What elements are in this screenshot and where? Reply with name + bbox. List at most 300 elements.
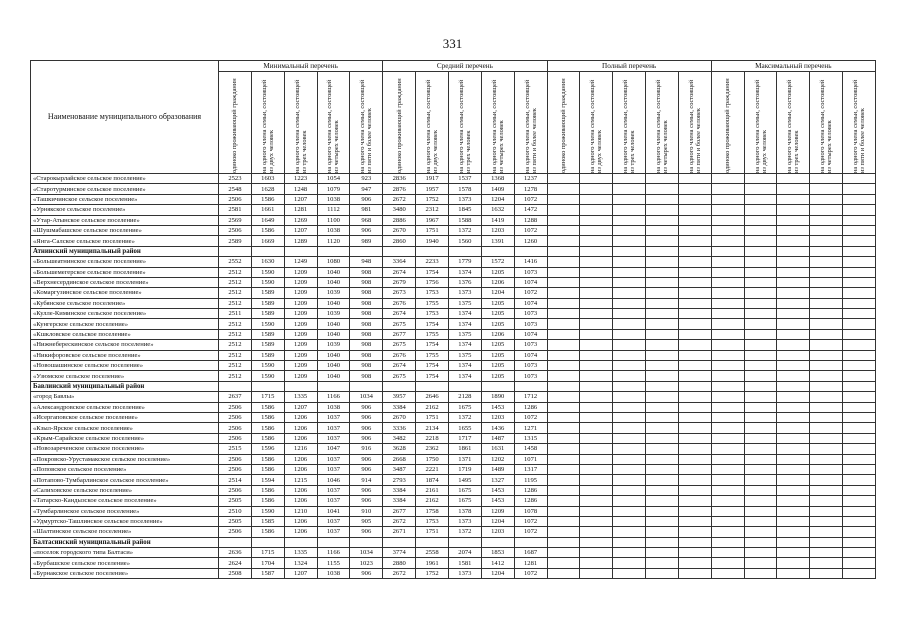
table-cell — [613, 454, 646, 464]
subcolumn-label: одиноко проживающий гражданин — [231, 78, 239, 173]
table-cell: 908 — [350, 277, 383, 287]
table-cell — [711, 568, 744, 578]
table-cell: 2506 — [219, 412, 252, 422]
table-cell — [777, 194, 810, 204]
table-cell: 1205 — [481, 319, 514, 329]
subcolumn-label: на одного члена семьи, состоящей из пяти и более человек — [359, 79, 374, 173]
table-cell — [646, 412, 679, 422]
table-cell — [777, 475, 810, 485]
table-cell: 2886 — [383, 215, 416, 225]
table-cell — [547, 527, 580, 537]
table-cell — [678, 371, 711, 381]
table-cell — [744, 548, 777, 558]
table-cell — [580, 267, 613, 277]
municipality-name: «Шалтинское сельское поселение» — [31, 527, 219, 537]
table-cell: 1590 — [251, 277, 284, 287]
table-cell — [580, 329, 613, 339]
table-cell: 1687 — [514, 548, 547, 558]
table-cell — [646, 402, 679, 412]
table-cell: 1074 — [514, 350, 547, 360]
table-cell — [711, 454, 744, 464]
table-cell — [547, 340, 580, 350]
table-cell — [843, 267, 876, 277]
table-cell — [777, 246, 810, 256]
table-cell — [678, 444, 711, 454]
table-cell: 1209 — [284, 298, 317, 308]
table-cell: 1578 — [448, 184, 481, 194]
table-cell: 1754 — [416, 319, 449, 329]
table-cell — [744, 412, 777, 422]
table-cell: 2876 — [383, 184, 416, 194]
table-row — [31, 371, 876, 381]
table-row — [31, 433, 876, 443]
table-cell — [711, 225, 744, 235]
table-cell: 1630 — [251, 257, 284, 267]
table-cell — [547, 174, 580, 184]
table-cell: 1209 — [481, 506, 514, 516]
table-cell — [613, 433, 646, 443]
table-cell — [646, 548, 679, 558]
table-cell — [711, 174, 744, 184]
table-cell — [810, 392, 843, 402]
table-cell: 1209 — [284, 277, 317, 287]
table-cell — [810, 361, 843, 371]
table-cell: 2505 — [219, 516, 252, 526]
table-cell: 1206 — [284, 527, 317, 537]
table-cell: 2675 — [383, 340, 416, 350]
table-cell — [678, 392, 711, 402]
table-cell: 1590 — [251, 319, 284, 329]
table-cell — [547, 485, 580, 495]
table-cell: 1472 — [514, 205, 547, 215]
table-cell — [613, 568, 646, 578]
municipality-name: «Бурбашское сельское поселение» — [31, 558, 219, 568]
table-cell: 1586 — [251, 496, 284, 506]
table-row — [31, 257, 876, 267]
table-row — [31, 475, 876, 485]
table-cell: 1046 — [317, 475, 350, 485]
table-cell — [711, 548, 744, 558]
table-cell: 1206 — [284, 496, 317, 506]
table-cell: 1588 — [448, 215, 481, 225]
table-row — [31, 340, 876, 350]
table-cell: 2162 — [416, 496, 449, 506]
table-cell — [613, 236, 646, 246]
table-cell: 2506 — [219, 225, 252, 235]
table-cell — [646, 464, 679, 474]
table-cell — [810, 371, 843, 381]
table-cell: 1155 — [317, 558, 350, 568]
table-cell — [678, 558, 711, 568]
table-cell — [678, 568, 711, 578]
municipality-name: «Крым-Сарайское сельское поселение» — [31, 433, 219, 443]
table-cell — [678, 246, 711, 256]
table-cell — [678, 527, 711, 537]
table-cell — [613, 496, 646, 506]
table-cell: 1206 — [284, 412, 317, 422]
table-cell: 1037 — [317, 423, 350, 433]
table-cell — [744, 329, 777, 339]
municipality-name: «Большемегерское сельское поселение» — [31, 267, 219, 277]
table-row — [31, 392, 876, 402]
table-cell — [777, 329, 810, 339]
table-cell — [777, 319, 810, 329]
subcolumn-label: на одного члена семьи, состоящей из трех человек — [457, 79, 472, 173]
table-cell: 1632 — [481, 205, 514, 215]
table-cell — [744, 309, 777, 319]
table-cell — [810, 516, 843, 526]
table-cell — [744, 402, 777, 412]
subcolumn-header — [448, 72, 481, 174]
table-cell — [646, 371, 679, 381]
table-cell: 3957 — [383, 392, 416, 402]
table-cell — [711, 433, 744, 443]
table-cell: 908 — [350, 267, 383, 277]
table-cell — [678, 402, 711, 412]
table-cell: 908 — [350, 329, 383, 339]
table-cell: 1072 — [514, 527, 547, 537]
table-cell — [547, 464, 580, 474]
table-cell — [810, 464, 843, 474]
table-cell: 908 — [350, 298, 383, 308]
table-cell — [711, 496, 744, 506]
table-cell: 1100 — [317, 215, 350, 225]
table-cell — [284, 381, 317, 391]
table-cell — [678, 433, 711, 443]
table-cell — [744, 288, 777, 298]
municipality-name: «Тумбарлинское сельское поселение» — [31, 506, 219, 516]
subcolumn-header — [580, 72, 613, 174]
table-cell: 1037 — [317, 412, 350, 422]
table-cell: 1288 — [514, 215, 547, 225]
table-cell — [580, 319, 613, 329]
table-cell: 1205 — [481, 309, 514, 319]
table-cell — [481, 381, 514, 391]
table-cell: 1040 — [317, 329, 350, 339]
table-cell — [843, 537, 876, 547]
table-cell: 910 — [350, 506, 383, 516]
table-cell: 1712 — [514, 392, 547, 402]
table-cell: 2668 — [383, 454, 416, 464]
table-cell: 906 — [350, 433, 383, 443]
table-cell — [843, 329, 876, 339]
municipality-name: «Кулле-Киминское сельское поселение» — [31, 309, 219, 319]
table-cell — [613, 392, 646, 402]
table-cell: 1037 — [317, 454, 350, 464]
table-cell: 2511 — [219, 309, 252, 319]
table-cell — [547, 194, 580, 204]
table-cell: 1675 — [448, 402, 481, 412]
table-cell — [383, 537, 416, 547]
table-cell — [251, 381, 284, 391]
table-cell — [744, 298, 777, 308]
subcolumn-header — [481, 72, 514, 174]
table-cell — [777, 412, 810, 422]
table-cell: 2233 — [416, 257, 449, 267]
table-row — [31, 464, 876, 474]
table-cell: 1073 — [514, 340, 547, 350]
table-cell — [843, 225, 876, 235]
table-cell — [547, 402, 580, 412]
table-cell — [284, 537, 317, 547]
table-cell — [711, 184, 744, 194]
table-cell: 2671 — [383, 527, 416, 537]
table-cell — [580, 506, 613, 516]
table-cell — [613, 267, 646, 277]
table-cell: 1719 — [448, 464, 481, 474]
table-cell — [711, 402, 744, 412]
table-cell — [613, 475, 646, 485]
table-cell — [580, 277, 613, 287]
table-cell — [810, 174, 843, 184]
table-cell: 908 — [350, 309, 383, 319]
table-row — [31, 215, 876, 225]
table-cell: 948 — [350, 257, 383, 267]
table-cell: 1752 — [416, 194, 449, 204]
table-cell: 1072 — [514, 288, 547, 298]
table-cell: 1073 — [514, 267, 547, 277]
table-cell: 968 — [350, 215, 383, 225]
table-cell: 1074 — [514, 298, 547, 308]
table-cell: 1041 — [317, 506, 350, 516]
table-row — [31, 298, 876, 308]
subcolumn-header — [514, 72, 547, 174]
table-cell: 2508 — [219, 568, 252, 578]
table-cell: 3384 — [383, 485, 416, 495]
municipality-name: «Старокырлайское сельское поселение» — [31, 174, 219, 184]
table-cell — [547, 225, 580, 235]
group-header: Минимальный перечень — [219, 61, 383, 72]
subcolumn-label: на одного члена семьи, состоящей из четырех человек — [490, 79, 505, 173]
table-cell — [711, 412, 744, 422]
subcolumn-header — [777, 72, 810, 174]
municipality-name: «Салиховское сельское поселение» — [31, 485, 219, 495]
municipality-name: «Старотурминское сельское поселение» — [31, 184, 219, 194]
table-cell: 3384 — [383, 402, 416, 412]
subcolumn-header — [810, 72, 843, 174]
table-cell — [777, 277, 810, 287]
table-cell: 1419 — [481, 215, 514, 225]
table-cell — [678, 288, 711, 298]
table-cell — [613, 361, 646, 371]
table-cell — [777, 423, 810, 433]
table-cell — [580, 485, 613, 495]
table-cell: 1120 — [317, 236, 350, 246]
table-cell: 1206 — [284, 423, 317, 433]
table-cell — [744, 381, 777, 391]
table-cell — [678, 194, 711, 204]
table-cell — [580, 205, 613, 215]
table-cell: 2674 — [383, 309, 416, 319]
table-row — [31, 184, 876, 194]
subcolumn-label: на одного члена семьи, состоящей из двух человек — [753, 79, 768, 173]
table-cell — [843, 496, 876, 506]
table-cell: 1495 — [448, 475, 481, 485]
table-cell — [777, 361, 810, 371]
table-cell — [613, 340, 646, 350]
table-cell: 916 — [350, 444, 383, 454]
table-cell — [416, 381, 449, 391]
table-cell — [678, 496, 711, 506]
table-cell — [810, 246, 843, 256]
subcolumn-header — [383, 72, 416, 174]
table-cell: 1037 — [317, 527, 350, 537]
table-cell — [810, 215, 843, 225]
table-cell — [744, 174, 777, 184]
table-cell — [744, 558, 777, 568]
table-cell — [711, 475, 744, 485]
table-cell — [646, 174, 679, 184]
table-cell: 1594 — [251, 475, 284, 485]
subcolumn-header — [317, 72, 350, 174]
table-cell — [646, 225, 679, 235]
table-cell — [580, 225, 613, 235]
table-cell — [843, 277, 876, 287]
municipality-name: «поселок городского типа Балтаси» — [31, 548, 219, 558]
table-cell — [646, 184, 679, 194]
municipality-name: «Верхнесердинское сельское поселение» — [31, 277, 219, 287]
table-cell: 2670 — [383, 225, 416, 235]
table-cell — [646, 496, 679, 506]
table-cell — [843, 350, 876, 360]
municipality-name: «Кшкловское сельское поселение» — [31, 329, 219, 339]
table-cell: 1874 — [416, 475, 449, 485]
table-cell: 1754 — [416, 267, 449, 277]
table-row — [31, 225, 876, 235]
table-cell: 2221 — [416, 464, 449, 474]
table-cell — [777, 215, 810, 225]
subcolumn-label: на одного члена семьи, состоящей из трех человек — [786, 79, 801, 173]
table-cell — [744, 392, 777, 402]
table-cell — [711, 298, 744, 308]
table-cell — [711, 371, 744, 381]
table-cell — [843, 257, 876, 267]
table-cell — [646, 433, 679, 443]
subcolumn-header — [284, 72, 317, 174]
table-cell: 1375 — [448, 350, 481, 360]
table-cell: 1853 — [481, 548, 514, 558]
table-cell: 1373 — [448, 288, 481, 298]
table-cell — [613, 527, 646, 537]
table-cell: 2548 — [219, 184, 252, 194]
table-cell: 1753 — [416, 516, 449, 526]
table-cell — [613, 225, 646, 235]
table-cell — [678, 537, 711, 547]
table-cell: 1753 — [416, 309, 449, 319]
table-cell — [580, 423, 613, 433]
table-cell: 2672 — [383, 194, 416, 204]
table-cell — [613, 246, 646, 256]
table-cell — [843, 392, 876, 402]
table-cell — [843, 444, 876, 454]
table-cell — [646, 288, 679, 298]
table-cell — [843, 288, 876, 298]
table-cell — [678, 350, 711, 360]
table-cell: 1375 — [448, 298, 481, 308]
table-cell: 1717 — [448, 433, 481, 443]
table-cell — [810, 184, 843, 194]
table-cell: 1861 — [448, 444, 481, 454]
table-cell: 2512 — [219, 361, 252, 371]
table-cell: 2672 — [383, 568, 416, 578]
table-cell — [843, 506, 876, 516]
table-cell: 906 — [350, 527, 383, 537]
table-cell: 1917 — [416, 174, 449, 184]
subcolumn-label: на одного члена семьи, состоящей из четырех человек — [326, 79, 341, 173]
table-cell: 1204 — [481, 568, 514, 578]
table-cell — [580, 288, 613, 298]
table-cell: 2512 — [219, 371, 252, 381]
table-cell — [678, 225, 711, 235]
table-cell: 923 — [350, 174, 383, 184]
table-cell — [711, 288, 744, 298]
subcolumn-label: на одного члена семьи, состоящей из пяти и более человек — [687, 79, 702, 173]
table-cell — [711, 527, 744, 537]
table-cell: 1271 — [514, 423, 547, 433]
district-name: Бавлинский муниципальный район — [31, 381, 219, 391]
table-cell: 1586 — [251, 485, 284, 495]
table-cell — [547, 454, 580, 464]
table-cell — [711, 309, 744, 319]
table-cell: 1537 — [448, 174, 481, 184]
table-cell: 1589 — [251, 340, 284, 350]
table-cell — [678, 277, 711, 287]
table-cell — [843, 205, 876, 215]
table-cell — [580, 402, 613, 412]
municipality-name: «Шушмабашское сельское поселение» — [31, 225, 219, 235]
table-cell: 1166 — [317, 548, 350, 558]
table-cell — [810, 319, 843, 329]
table-cell: 1586 — [251, 433, 284, 443]
subcolumn-label: на одного члена семьи, состоящей из трех человек — [293, 79, 308, 173]
table-cell: 1281 — [514, 558, 547, 568]
table-cell: 2512 — [219, 340, 252, 350]
table-cell — [547, 444, 580, 454]
table-cell: 1040 — [317, 350, 350, 360]
table-cell — [843, 309, 876, 319]
table-cell: 1373 — [448, 516, 481, 526]
table-cell — [843, 215, 876, 225]
table-cell — [646, 246, 679, 256]
table-cell — [580, 464, 613, 474]
table-cell: 3482 — [383, 433, 416, 443]
table-cell — [646, 257, 679, 267]
table-header — [31, 61, 876, 174]
table-cell — [711, 215, 744, 225]
table-cell: 1269 — [284, 215, 317, 225]
table-cell — [678, 257, 711, 267]
table-cell — [744, 267, 777, 277]
table-cell: 1372 — [448, 527, 481, 537]
table-row — [31, 361, 876, 371]
table-cell: 1209 — [284, 340, 317, 350]
table-cell: 2512 — [219, 319, 252, 329]
table-cell — [678, 485, 711, 495]
table-cell: 906 — [350, 568, 383, 578]
table-cell — [777, 548, 810, 558]
table-cell — [416, 537, 449, 547]
table-row — [31, 329, 876, 339]
subcolumn-header — [416, 72, 449, 174]
table-cell — [678, 174, 711, 184]
table-cell: 1206 — [481, 329, 514, 339]
table-cell — [843, 236, 876, 246]
table-cell — [678, 340, 711, 350]
table-cell — [580, 246, 613, 256]
municipality-name: «Янга-Салское сельское поселение» — [31, 236, 219, 246]
table-cell: 908 — [350, 288, 383, 298]
table-cell: 2162 — [416, 402, 449, 412]
